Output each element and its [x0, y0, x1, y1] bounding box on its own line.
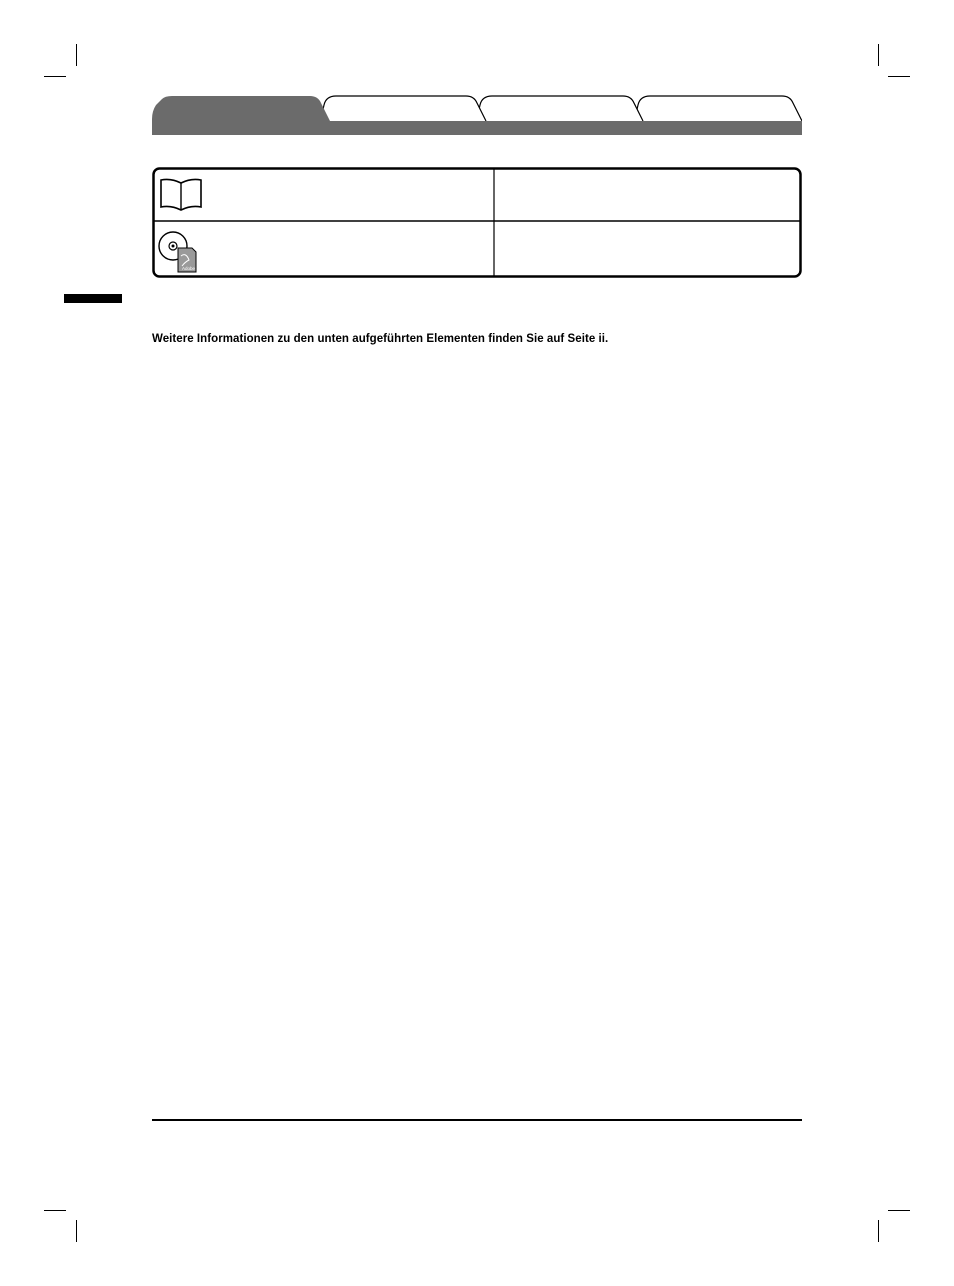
crop-mark-top-left-horizontal — [44, 76, 66, 77]
open-book-icon — [158, 177, 204, 213]
section-tabs — [152, 95, 802, 135]
cd-rom-pdf-icon — [156, 226, 200, 274]
adobe-caption: Adobe — [182, 266, 196, 271]
document-table — [152, 167, 802, 278]
crop-mark-bottom-right-horizontal — [888, 1210, 910, 1211]
table-row — [152, 167, 802, 221]
crop-mark-bottom-left-horizontal — [44, 1210, 66, 1211]
crop-mark-bottom-left-vertical — [76, 1220, 77, 1242]
table-row — [152, 222, 802, 277]
tab-2[interactable] — [476, 96, 643, 123]
crop-mark-top-left-vertical — [76, 44, 77, 66]
language-section-marker — [64, 294, 122, 303]
footer-rule — [152, 1119, 802, 1121]
intro-text: Weitere Informationen zu den unten aufgeführten Elementen finden Sie auf Seite ii. — [152, 333, 609, 345]
tab-3[interactable] — [634, 96, 802, 123]
tab-1[interactable] — [320, 96, 486, 123]
crop-mark-top-right-horizontal — [888, 76, 910, 77]
crop-mark-top-right-vertical — [878, 44, 879, 66]
crop-mark-bottom-right-vertical — [878, 1220, 879, 1242]
